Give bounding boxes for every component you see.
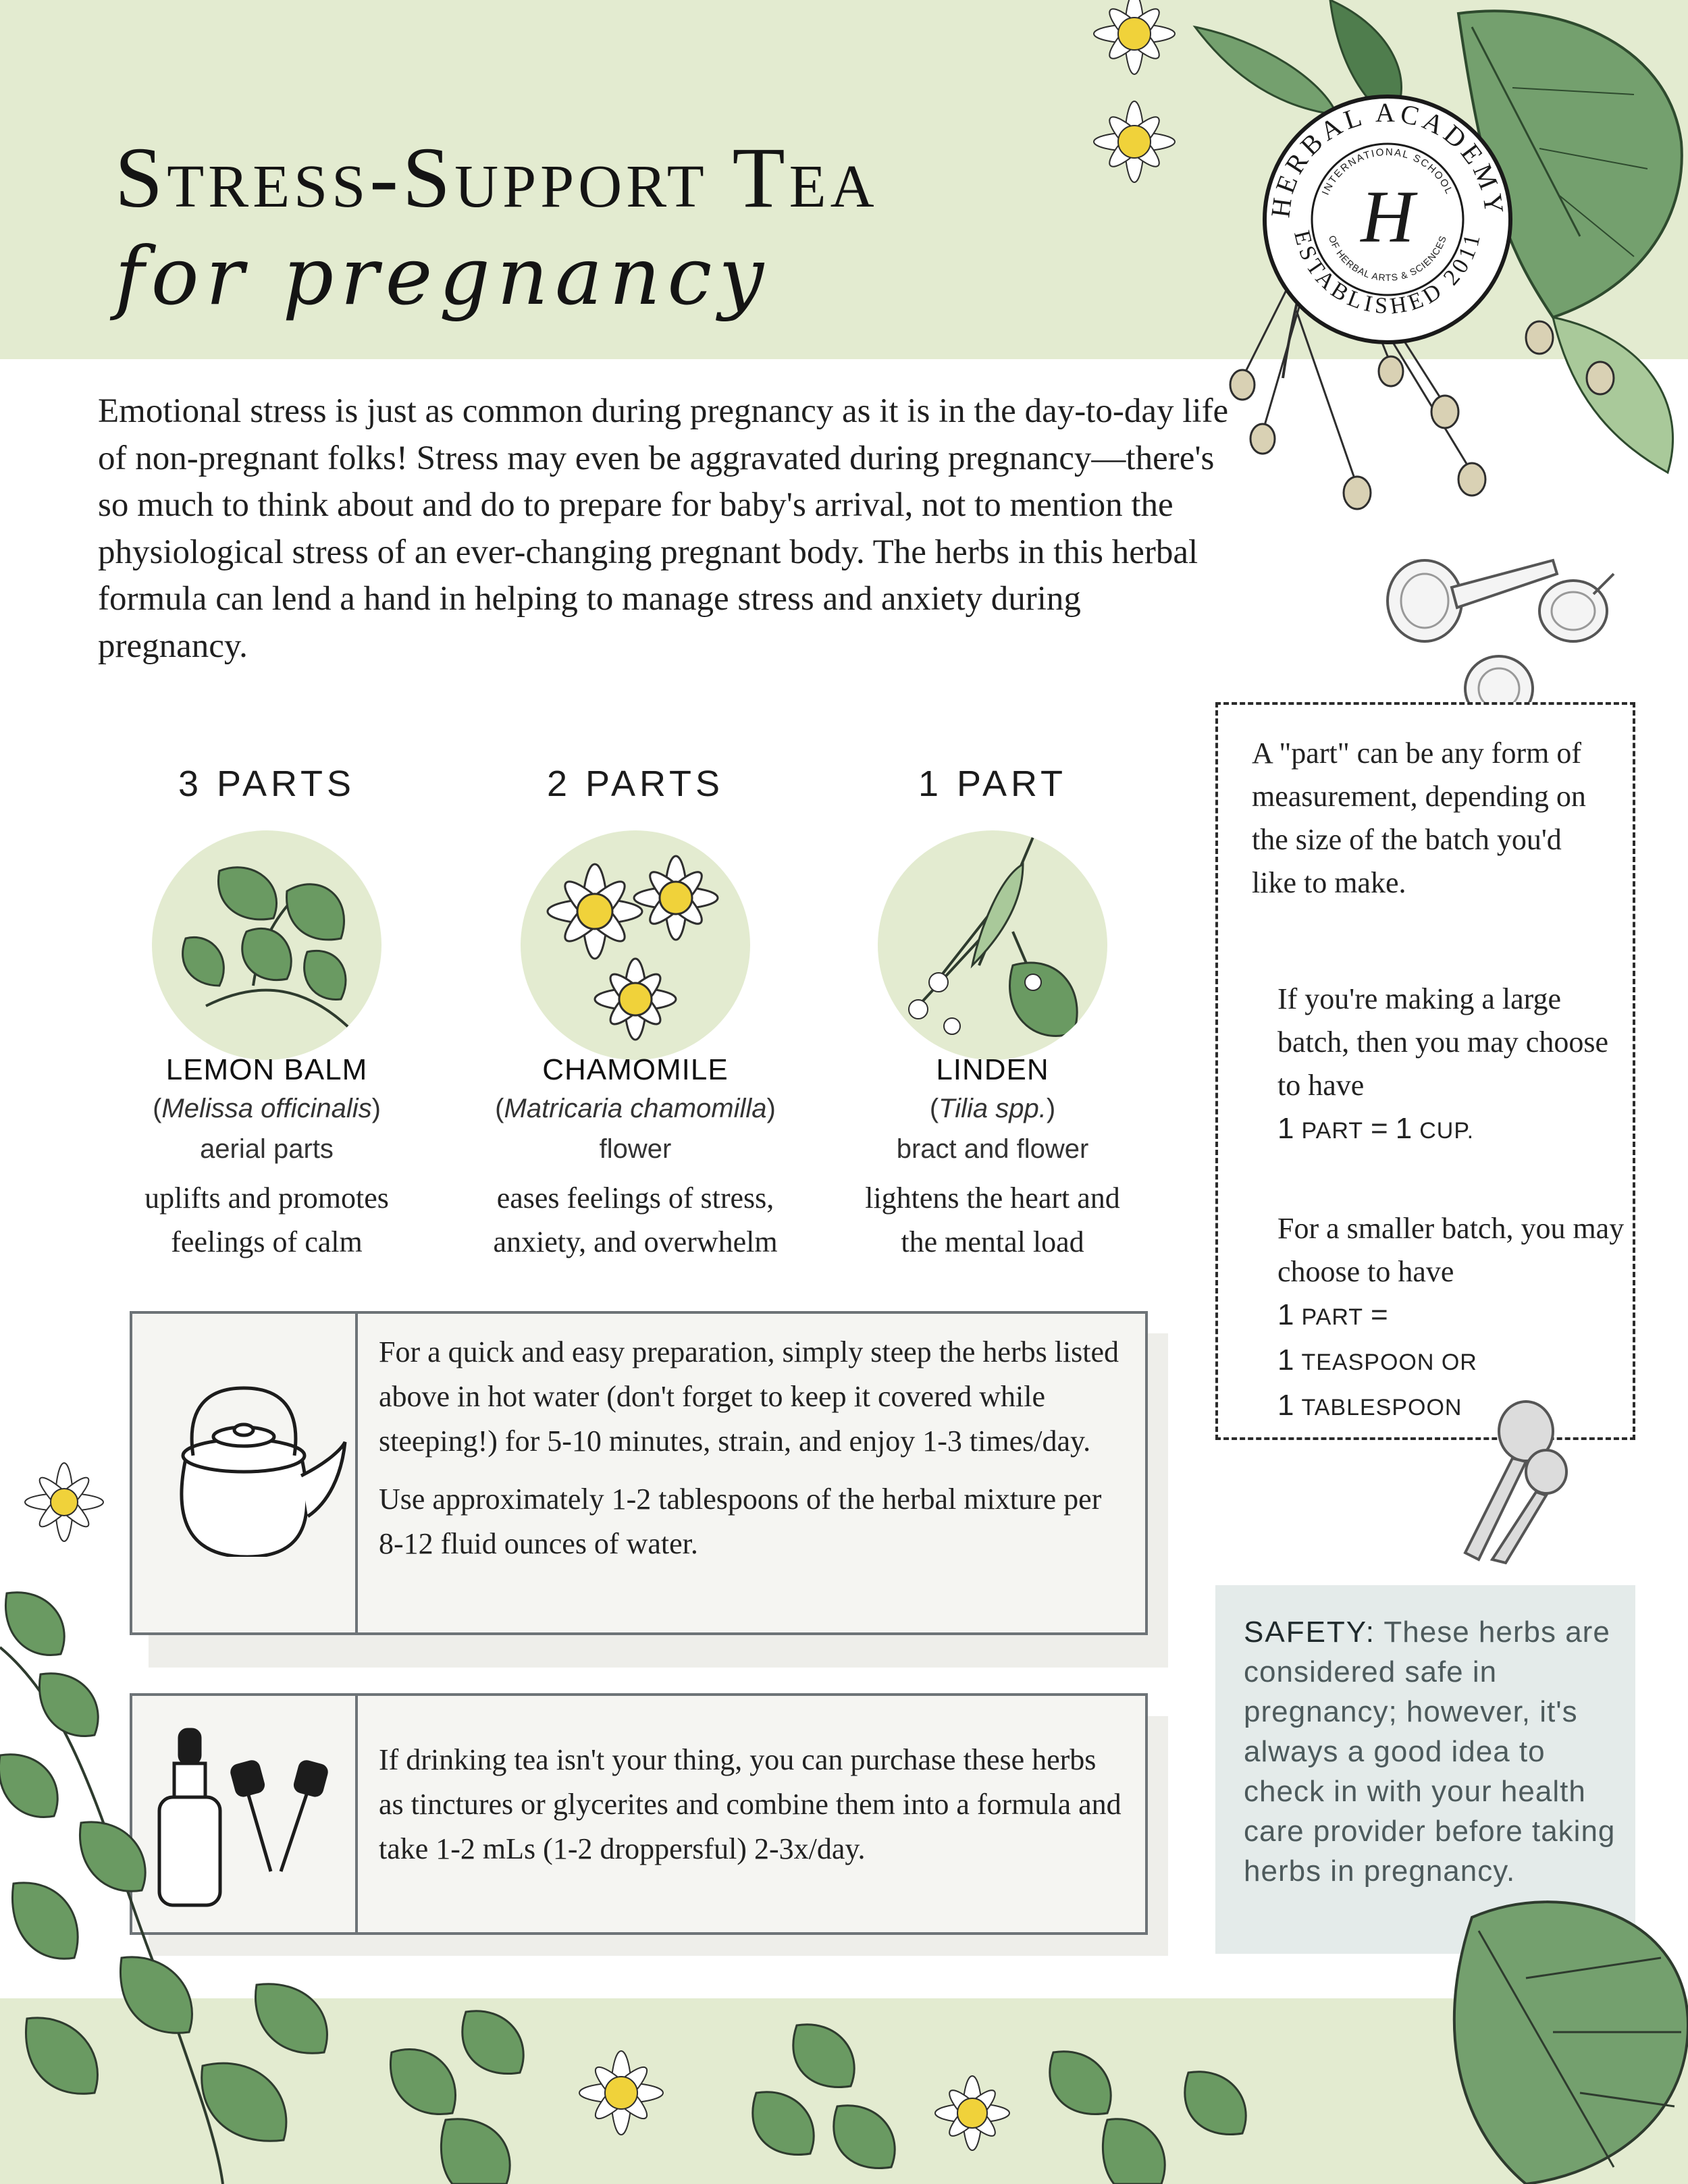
logo-inner-top-text: INTERNATIONAL SCHOOL (1319, 146, 1456, 197)
herb-action-line: eases feelings of stress, (496, 1181, 774, 1215)
tea-prep-para2: Use approximately 1-2 tablespoons of the herbal mixture per 8-12 fluid ounces of water. (379, 1483, 1102, 1560)
logo-bottom-text: ESTABLISHED 2011 (1288, 228, 1486, 319)
small-batch-equation (1277, 1294, 1629, 1339)
eq-number: 1 (1277, 1389, 1294, 1422)
lemon-balm-illustration (152, 830, 381, 1060)
herb-plant-part: bract and flower (896, 1134, 1089, 1164)
safety-body: These herbs are considered safe in pregnancy; however, it's always a good idea to check in with your health care provider before taking herbs in pregnancy. (1244, 1616, 1616, 1888)
daisy-icon (1094, 0, 1175, 74)
latin-text: Tilia spp. (939, 1094, 1047, 1123)
part-note-intro: A "part" can be any form of measurement, depending on the size of the batch you'd like to make. (1252, 737, 1586, 899)
herb-action-line: feelings of calm (171, 1225, 363, 1258)
bottom-right-leaf-illustration (1391, 1877, 1688, 2184)
parts-label: 1 PART (918, 764, 1067, 804)
latin-text: Matricaria chamomilla (504, 1094, 767, 1123)
eq-unit: TABLESPOON (1301, 1395, 1462, 1420)
eq-number: 1 (1395, 1112, 1413, 1145)
herb-action-line: the mental load (901, 1225, 1084, 1258)
part-measurement-note (1215, 702, 1635, 1440)
chamomile-illustration (521, 830, 750, 1060)
herbal-academy-logo (1263, 95, 1512, 344)
eq-number: 1 (1277, 1343, 1294, 1377)
herb-action-line: anxiety, and overwhelm (493, 1225, 778, 1258)
safety-text (1244, 1612, 1622, 1891)
herb-latin-name: (Melissa officinalis) (153, 1094, 381, 1123)
herb-action (814, 1176, 1171, 1264)
eq-unit: PART (1301, 1304, 1364, 1330)
small-batch-option (1277, 1339, 1629, 1384)
eq-number: 1 (1277, 1112, 1294, 1145)
bottom-foliage-illustration (378, 1971, 1391, 2184)
herb-action (456, 1176, 814, 1264)
latin-text: Melissa officinalis (161, 1094, 372, 1123)
intro-paragraph: Emotional stress is just as common during pregnancy as it is in the day-to-day life of non-pregnant folks! Stress may even be aggravated during pregnancy—there's so much to think about and do to prepare for baby's arrival, not to mention the physiological stress of an ever-changing pregnant body. The herbs in this herbal formula can lend a hand in helping to manage stress and anxiety during pregnancy. (98, 392, 1229, 665)
safety-label: SAFETY: (1244, 1616, 1375, 1649)
eq-number: 1 (1277, 1298, 1294, 1331)
lemon-balm-leaf-icon (152, 830, 381, 1060)
logo-monogram: H (1361, 176, 1415, 258)
eq-unit: TEASPOON OR (1301, 1350, 1477, 1375)
teapot-icon (146, 1381, 348, 1557)
daisy-icon (20, 1458, 108, 1546)
large-batch-text: If you're making a large batch, then you may choose to have (1277, 982, 1608, 1102)
chamomile-flower-icon (521, 830, 750, 1060)
eq-sign: = (1371, 1112, 1388, 1145)
part-note-large-batch (1277, 978, 1622, 1152)
linden-illustration (878, 830, 1107, 1060)
herb-name: LINDEN (936, 1053, 1049, 1086)
herb-action-line: uplifts and promotes (144, 1181, 389, 1215)
small-batch-text: For a smaller batch, you may choose to have (1277, 1212, 1625, 1288)
herb-name: CHAMOMILE (542, 1053, 729, 1086)
parts-label: 3 PARTS (178, 764, 356, 804)
herb-latin-name: (Matricaria chamomilla) (495, 1094, 776, 1123)
logo-inner-bottom-text: OF HERBAL ARTS & SCIENCES (1326, 234, 1449, 284)
eq-unit: CUP. (1419, 1118, 1475, 1144)
logo-seal-graphic (1267, 99, 1508, 340)
part-note-small-batch (1277, 1207, 1629, 1429)
tea-prep-para1: For a quick and easy preparation, simply steep the herbs listed above in hot water (don't forget to keep it covered while steeping!) for 5-10 minutes, strain, and enjoy 1-3 times/day. (379, 1335, 1119, 1458)
herb-latin-name: (Tilia spp.) (929, 1094, 1056, 1123)
herb-action (88, 1176, 446, 1264)
measuring-spoons-icon (1445, 1397, 1580, 1566)
herb-plant-part: aerial parts (200, 1134, 334, 1164)
herb-plant-part: flower (599, 1134, 672, 1164)
parts-label: 2 PARTS (546, 764, 724, 804)
page-subtitle: for pregnancy (115, 230, 771, 323)
page-title: Stress-Support Tea (115, 130, 878, 225)
tincture-prep-text: If drinking tea isn't your thing, you can purchase these herbs as tinctures or glycerites and combine them into a formula and take 1-2 mLs (1-2 droppersful) 2-3x/day. (379, 1743, 1122, 1865)
large-batch-equation (1277, 1107, 1622, 1152)
herb-action-line: lightens the heart and (865, 1181, 1120, 1215)
left-foliage-illustration (0, 1580, 378, 2184)
linden-bract-icon (878, 830, 1107, 1060)
tea-prep-text (379, 1330, 1128, 1566)
eq-unit: PART (1301, 1118, 1364, 1144)
eq-sign: = (1371, 1298, 1388, 1331)
logo-top-text: HERBAL ACADEMY (1267, 99, 1508, 219)
herb-name: LEMON BALM (165, 1053, 368, 1086)
